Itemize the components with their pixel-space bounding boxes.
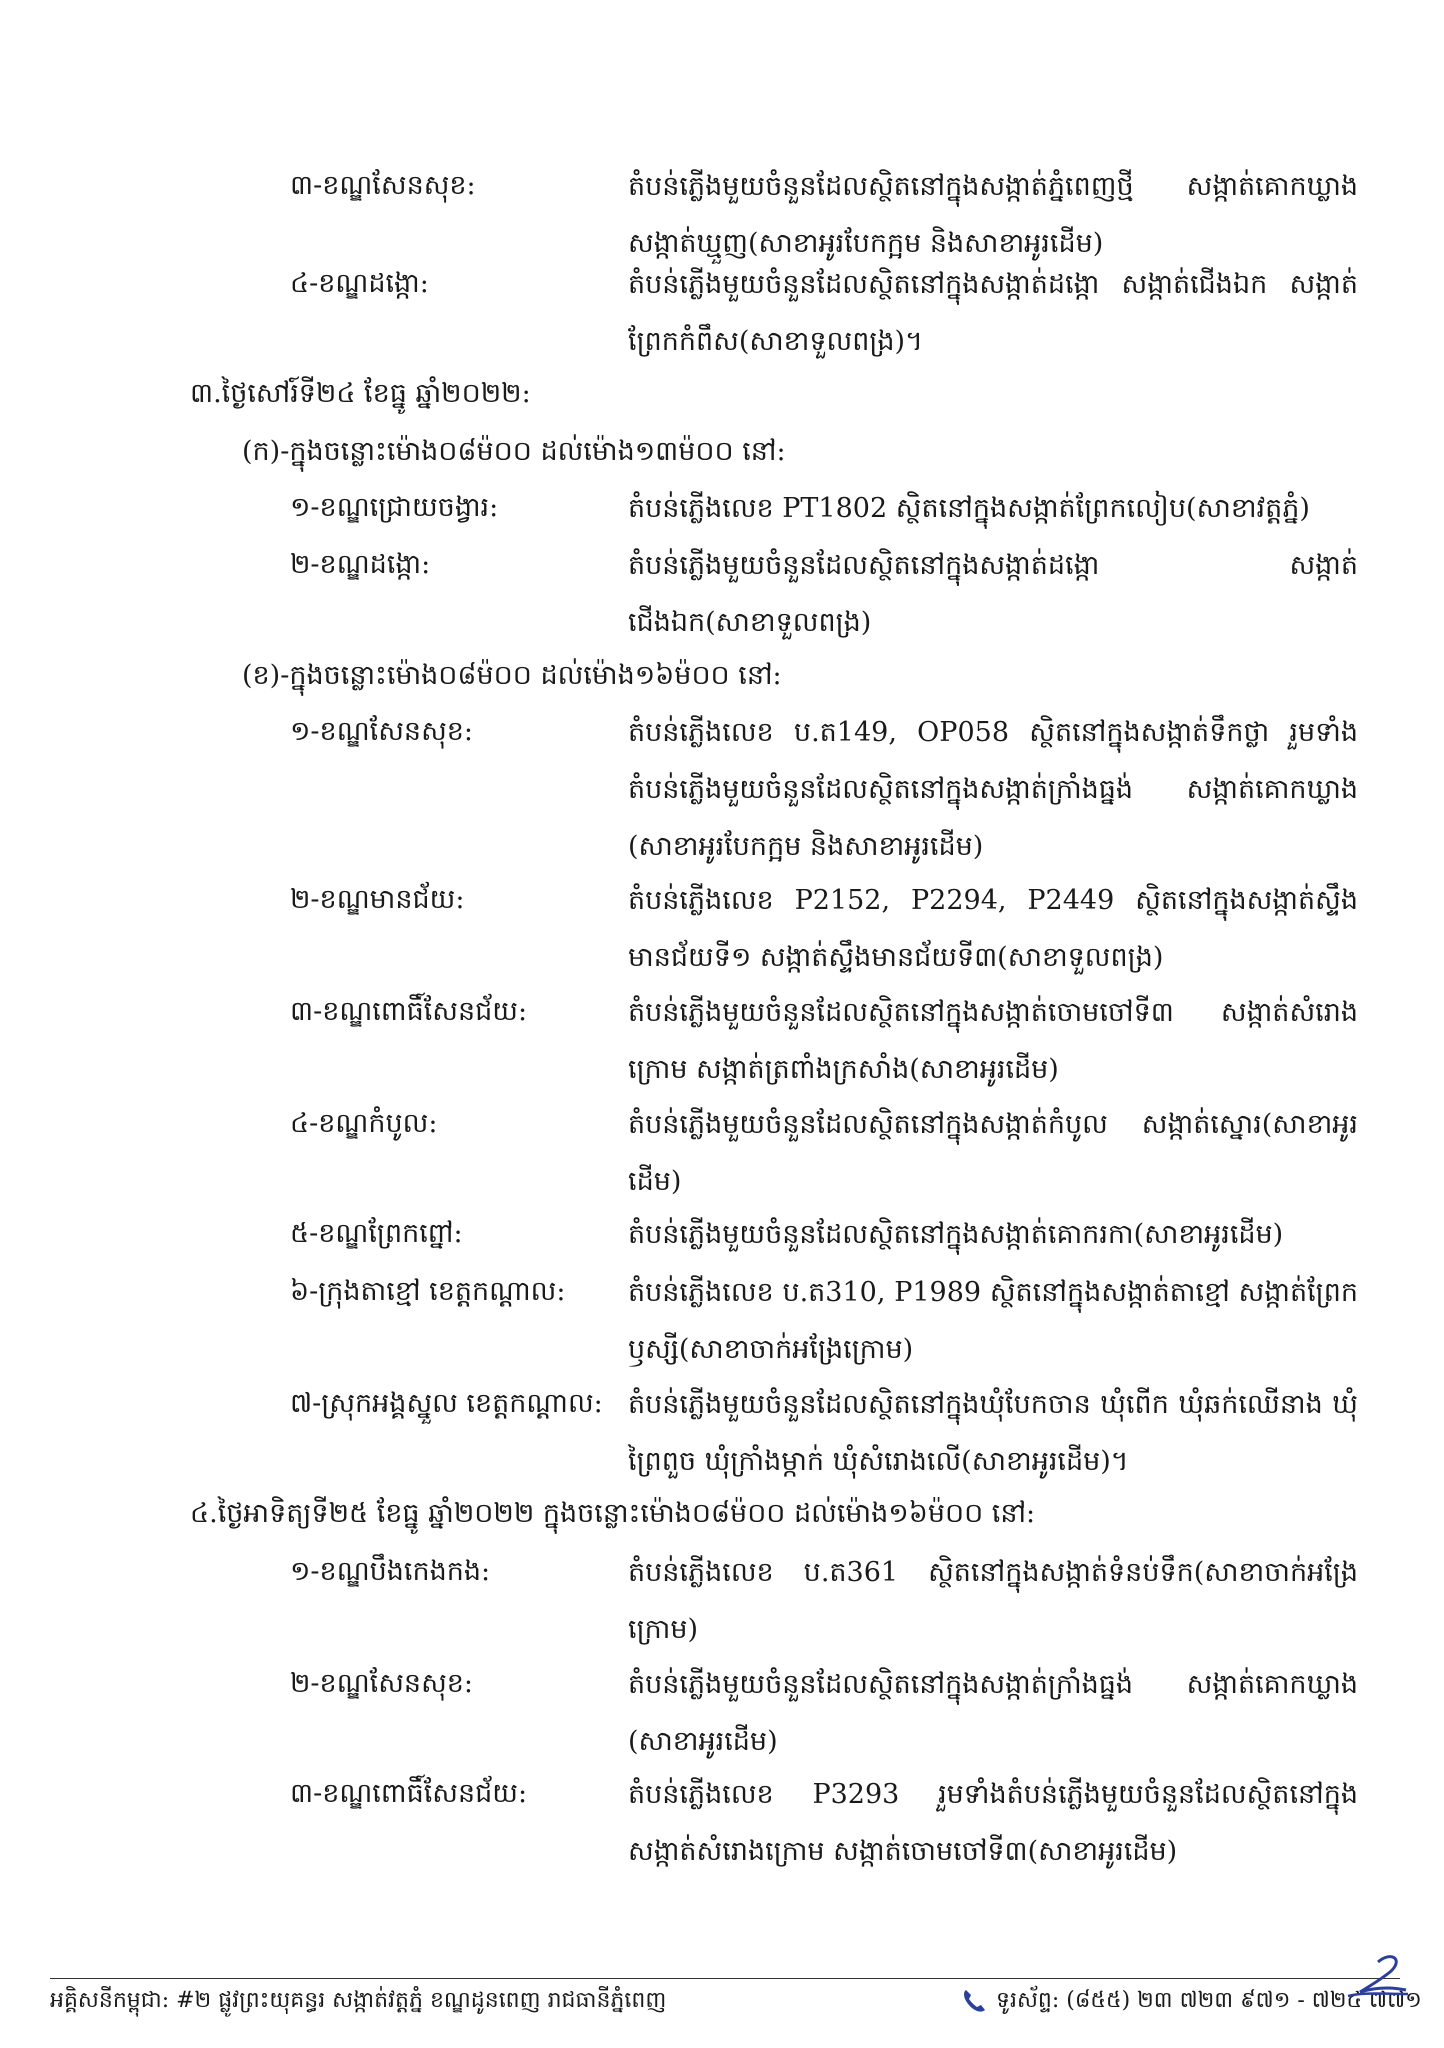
- day-heading: ៤.ថ្ងៃអាទិត្យទី២៥ ខែធ្នូ ឆ្នាំ២០២២ ក្នុងចន្លោះម៉ោង០៨ម៉០០ ដល់ម៉ោង១៦ម៉០០ នៅ:: [190, 1498, 1036, 1529]
- item-label: ៣-ខណ្ឌសែនសុខ:: [290, 170, 476, 201]
- item-description: តំបន់ភ្លើងមួយចំនួនដែលស្ថិតនៅក្នុងសង្កាត់ភ្នំពេញថ្មី សង្កាត់គោកឃ្លាង សង្កាត់ឃ្មួញ(សាខាអូរបែកក្អម និងសាខាអូរដើម): [628, 171, 1358, 259]
- footer-divider: [50, 1978, 1400, 1979]
- time-range-heading: (ខ)-ក្នុងចន្លោះម៉ោង០៨ម៉០០ ដល់ម៉ោង១៦ម៉០០ នៅ:: [242, 660, 782, 691]
- item-description: តំបន់ភ្លើងលេខ P2152, P2294, P2449 ស្ថិតនៅក្នុងសង្កាត់ស្ទឹងមានជ័យទី១ សង្កាត់ស្ទឹងមានជ័យទី៣(សាខាទួលពង្រ): [628, 885, 1358, 973]
- item-description: តំបន់ភ្លើងលេខ PT1802 ស្ថិតនៅក្នុងសង្កាត់ព្រែកលៀប(សាខាវត្តភ្នំ): [628, 493, 1310, 524]
- item-description: តំបន់ភ្លើងលេខ ប.ត310, P1989 ស្ថិតនៅក្នុងសង្កាត់តាខ្មៅ សង្កាត់ព្រែកឫស្សី(សាខាចាក់អង្រែក្រោម): [628, 1277, 1358, 1365]
- item-description: តំបន់ភ្លើងមួយចំនួនដែលស្ថិតនៅក្នុងសង្កាត់គោករកា(សាខាអូរដើម): [628, 1219, 1284, 1250]
- item-label: ៧-ស្រុកអង្គស្នួល ខេត្តកណ្តាល:: [290, 1388, 603, 1419]
- day-heading: ៣.ថ្ងៃសៅរ៍ទី២៤ ខែធ្នូ ឆ្នាំ២០២២:: [190, 378, 531, 409]
- item-label: ២-ខណ្ឌមានជ័យ:: [290, 884, 465, 915]
- footer-address: អគ្គិសនីកម្ពុជា: #២ ផ្លូវព្រះយុគន្ធរ សង្កាត់វត្តភ្នំ ខណ្ឌដូនពេញ រាជធានីភ្នំពេញ: [50, 1988, 667, 2013]
- item-label: ៤-ខណ្ឌដង្កោ:: [290, 268, 429, 299]
- item-label: ៣-ខណ្ឌពោធិ៍សែនជ័យ:: [290, 1778, 528, 1809]
- item-label: ១-ខណ្ឌជ្រោយចង្វារ:: [290, 492, 499, 523]
- time-range-heading: (ក)-ក្នុងចន្លោះម៉ោង០៨ម៉០០ ដល់ម៉ោង១៣ម៉០០ នៅ:: [242, 436, 786, 467]
- signature-mark: [1340, 1948, 1412, 2004]
- item-description: តំបន់ភ្លើងមួយចំនួនដែលស្ថិតនៅក្នុងសង្កាត់ចោមចៅទី៣ សង្កាត់សំរោងក្រោម សង្កាត់ត្រពាំងក្រសាំង(សាខាអូរដើម): [628, 997, 1358, 1085]
- item-description: តំបន់ភ្លើងលេខ ប.ត149, OP058 ស្ថិតនៅក្នុងសង្កាត់ទឹកថ្លា រួមទាំងតំបន់ភ្លើងមួយចំនួនដែលស្ថិតនៅក្នុងសង្កាត់ក្រាំងធ្នង់ សង្កាត់គោកឃ្លាង (សាខាអូរបែកក្អម និងសាខាអូរដើម): [628, 717, 1358, 862]
- item-description: តំបន់ភ្លើងមួយចំនួនដែលស្ថិតនៅក្នុងសង្កាត់ដង្កោ សង្កាត់ជើងឯក(សាខាទួលពង្រ): [628, 550, 1358, 638]
- phone-icon: [960, 1986, 990, 2016]
- item-description: តំបន់ភ្លើងមួយចំនួនដែលស្ថិតនៅក្នុងសង្កាត់កំបូល សង្កាត់ស្នោរ(សាខាអូរដើម): [628, 1109, 1358, 1197]
- item-description: តំបន់ភ្លើងលេខ ប.ត361 ស្ថិតនៅក្នុងសង្កាត់ទំនប់ទឹក(សាខាចាក់អង្រែក្រោម): [628, 1557, 1358, 1645]
- item-label: ១-ខណ្ឌសែនសុខ:: [290, 716, 474, 747]
- item-label: ២-ខណ្ឌសែនសុខ:: [290, 1668, 474, 1699]
- item-label: ៦-ក្រុងតាខ្មៅ ខេត្តកណ្តាល:: [290, 1276, 566, 1307]
- item-description: តំបន់ភ្លើងមួយចំនួនដែលស្ថិតនៅក្នុងសង្កាត់ក្រាំងធ្នង់ សង្កាត់គោកឃ្លាង (សាខាអូរដើម): [628, 1669, 1358, 1757]
- item-description: តំបន់ភ្លើងលេខ P3293 រួមទាំងតំបន់ភ្លើងមួយចំនួនដែលស្ថិតនៅក្នុងសង្កាត់សំរោងក្រោម សង្កាត់ចោមចៅទី៣(សាខាអូរដើម): [628, 1779, 1358, 1867]
- footer-phone: ទូរស័ព្ទ: (៨៥៥) ២៣ ៧២៣ ៩៧១ - ៧២៤ ៧៧១: [996, 1988, 1422, 2013]
- item-description: តំបន់ភ្លើងមួយចំនួនដែលស្ថិតនៅក្នុងឃុំបែកចាន ឃុំពើក ឃុំឆក់ឈើនាង ឃុំព្រៃពួច ឃុំក្រាំងម្កាក់ ឃុំសំរោងលើ(សាខាអូរដើម)។: [628, 1389, 1358, 1477]
- item-description: តំបន់ភ្លើងមួយចំនួនដែលស្ថិតនៅក្នុងសង្កាត់ដង្កោ សង្កាត់ជើងឯក សង្កាត់ព្រែកកំពឹស(សាខាទួលពង្រ)។: [628, 269, 1358, 357]
- item-label: ២-ខណ្ឌដង្កោ:: [290, 549, 431, 580]
- item-label: ៤-ខណ្ឌកំបូល:: [290, 1108, 438, 1139]
- item-label: ៥-ខណ្ឌព្រែកព្នៅ:: [290, 1218, 463, 1249]
- item-label: ៣-ខណ្ឌពោធិ៍សែនជ័យ:: [290, 996, 528, 1027]
- item-label: ១-ខណ្ឌបឹងកេងកង:: [290, 1556, 491, 1587]
